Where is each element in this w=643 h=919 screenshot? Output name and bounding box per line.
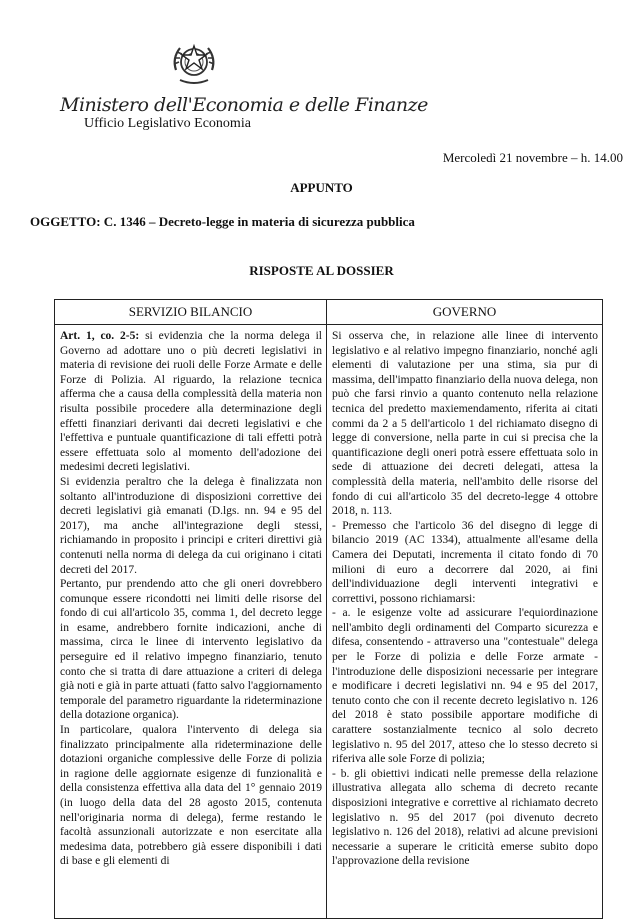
subject-line: OGGETTO: C. 1346 – Decreto-legge in materia di sicurezza pubblica — [30, 214, 415, 229]
left-paragraph-1 — [60, 329, 322, 475]
document-title: APPUNTO — [290, 180, 353, 195]
ministry-name: Ministero dell'Economia e delle Finanze — [60, 94, 428, 116]
right-paragraph-4: - b. gli obiettivi indicati nelle premesse della relazione illustrativa allegata allo schema di decreto recante disposizioni integrative e correttive al richiamato decreto legislativo n. 95 del 2017 (poi divenuto decreto legislativo n. 126 del 2018), relativi ad alcune previsioni necessarie a superare le criticità emerse subito dopo l'approvazione della revisione — [332, 767, 598, 868]
article-reference: Art. 1, co. 2-5: — [60, 330, 140, 342]
right-paragraph-3: - a. le esigenze volte ad assicurare l'equiordinazione nell'ambito degli ordinamenti del Comparto sicurezza e difesa, consentendo - attraverso una "contestuale" delega per le Forze di polizia e delle Forze armate - l'introduzione delle disposizioni necessarie per integrare e modificare i decreti legislativi nn. 94 e 95 del 2017, tenuto conto che con il recente decreto legislativo n. 126 del 2018 è stato possibile apportare modifiche di carattere sostanzialmente tecnico al solo decreto legislativo n. 95 del 2017, atteso che lo stesso decreto si riferiva alle sole Forze di polizia; — [332, 607, 598, 766]
italian-republic-emblem-icon — [168, 36, 220, 88]
left-paragraph-3: Pertanto, pur prendendo atto che gli oneri dovrebbero comunque essere ricondotti nei limiti delle risorse del fondo di cui all'articolo 35, comma 1, del decreto legge in esame, andrebbero fornite indicazioni, anche di massima, circa le linee di intervento legislativo da perseguire ed il relativo impegno finanziario, tenuto conto che si tratta di dare attuazione a criteri di delega già noti e già in parte attuati (fatto salvo l'aggiornamento temporale del parametro riguardante la rideterminazione della dotazione organica). — [60, 578, 322, 722]
right-paragraph-1: Si osserva che, in relazione alle linee di intervento legislativo e al relativo impegno finanziario, nonché agli elementi di valutazione per una stima, sia pur di massima, dell'impatto finanziario della nuova delega, non può che farsi rinvio a quanto contenuto nella relazione tecnica del predetto maxiemendamento, riferita ai citati commi da 2 a 5 dell'articolo 1 del richiamato disegno di legge di conversione, nella parte in cui si precisa che la quantificazione degli oneri potrà essere effettuata solo in sede di attuazione dei decreti delegati, attesa la complessità della materia, nell'ambito delle risorse del fondo di cui all'articolo 35 del decreto-legge 4 ottobre 2018, n. 113. — [332, 330, 598, 518]
section-title: RISPOSTE AL DOSSIER — [249, 263, 394, 278]
governo-column — [327, 300, 602, 918]
right-column-body — [327, 325, 602, 869]
dossier-response-table — [54, 299, 603, 919]
left-paragraph-2: Si evidenzia peraltro che la delega è finalizzata non soltanto all'introduzione di disposizioni correttive dei decreti legislativi già emanati (D.lgs. nn. 94 e 95 del 2017), ma anche all'integrazione degli stessi, richiamando in proposito i principi e criteri direttivi già contenuti nella norma di delega da cui originano i citati decreti del 2017. — [60, 475, 322, 576]
dateline: Mercoledì 21 novembre – h. 14.00 — [442, 150, 623, 165]
right-column-header: GOVERNO — [327, 300, 602, 325]
office-name: Ufficio Legislativo Economia — [84, 116, 251, 131]
right-paragraph-2: - Premesso che l'articolo 36 del disegno di legge di bilancio 2019 (AC 1334), attualmente all'esame della Camera dei Deputati, incrementa il citato fondo di 70 milioni di euro a decorrere dal 2020, ai fini dell'individuazione degli interventi integrativi e correttivi, possono richiamarsi: — [332, 519, 598, 605]
left-column-header: SERVIZIO BILANCIO — [55, 300, 326, 325]
servizio-bilancio-column — [55, 300, 327, 918]
left-column-body — [55, 325, 326, 869]
left-paragraph-4: In particolare, qualora l'intervento di delega sia finalizzato principalmente alla rideterminazione delle dotazioni organiche complessive delle Forze di polizia in ragione delle aggiornate esigenze di funzionalità e della consistenza effettiva alla data del 1° gennaio 2019 (in luogo della data del 28 agosto 2015, contenuta nell'originaria norma di delega), ferme restando le facoltà assunzionali autorizzate e non esercitate alla medesima data, potrebbero già essere disponibili i dati di base e gli elementi di — [60, 724, 322, 868]
left-paragraph-1-text: si evidenzia che la norma delega il Governo ad adottare uno o più decreti legislativi in materia di revisione dei ruoli delle Forze Armate e delle Forze di Polizia. Al riguardo, la relazione tecnica afferma che a causa della complessità della materia non risulta possibile procedere alla determinazione degli effetti finanziari derivanti dai decreti legislativi e che l'effettiva e puntuale quantificazione di tali effetti potrà essere effettuata solo al momento dell'adozione dei medesimi decreti legislativi. — [60, 330, 322, 474]
